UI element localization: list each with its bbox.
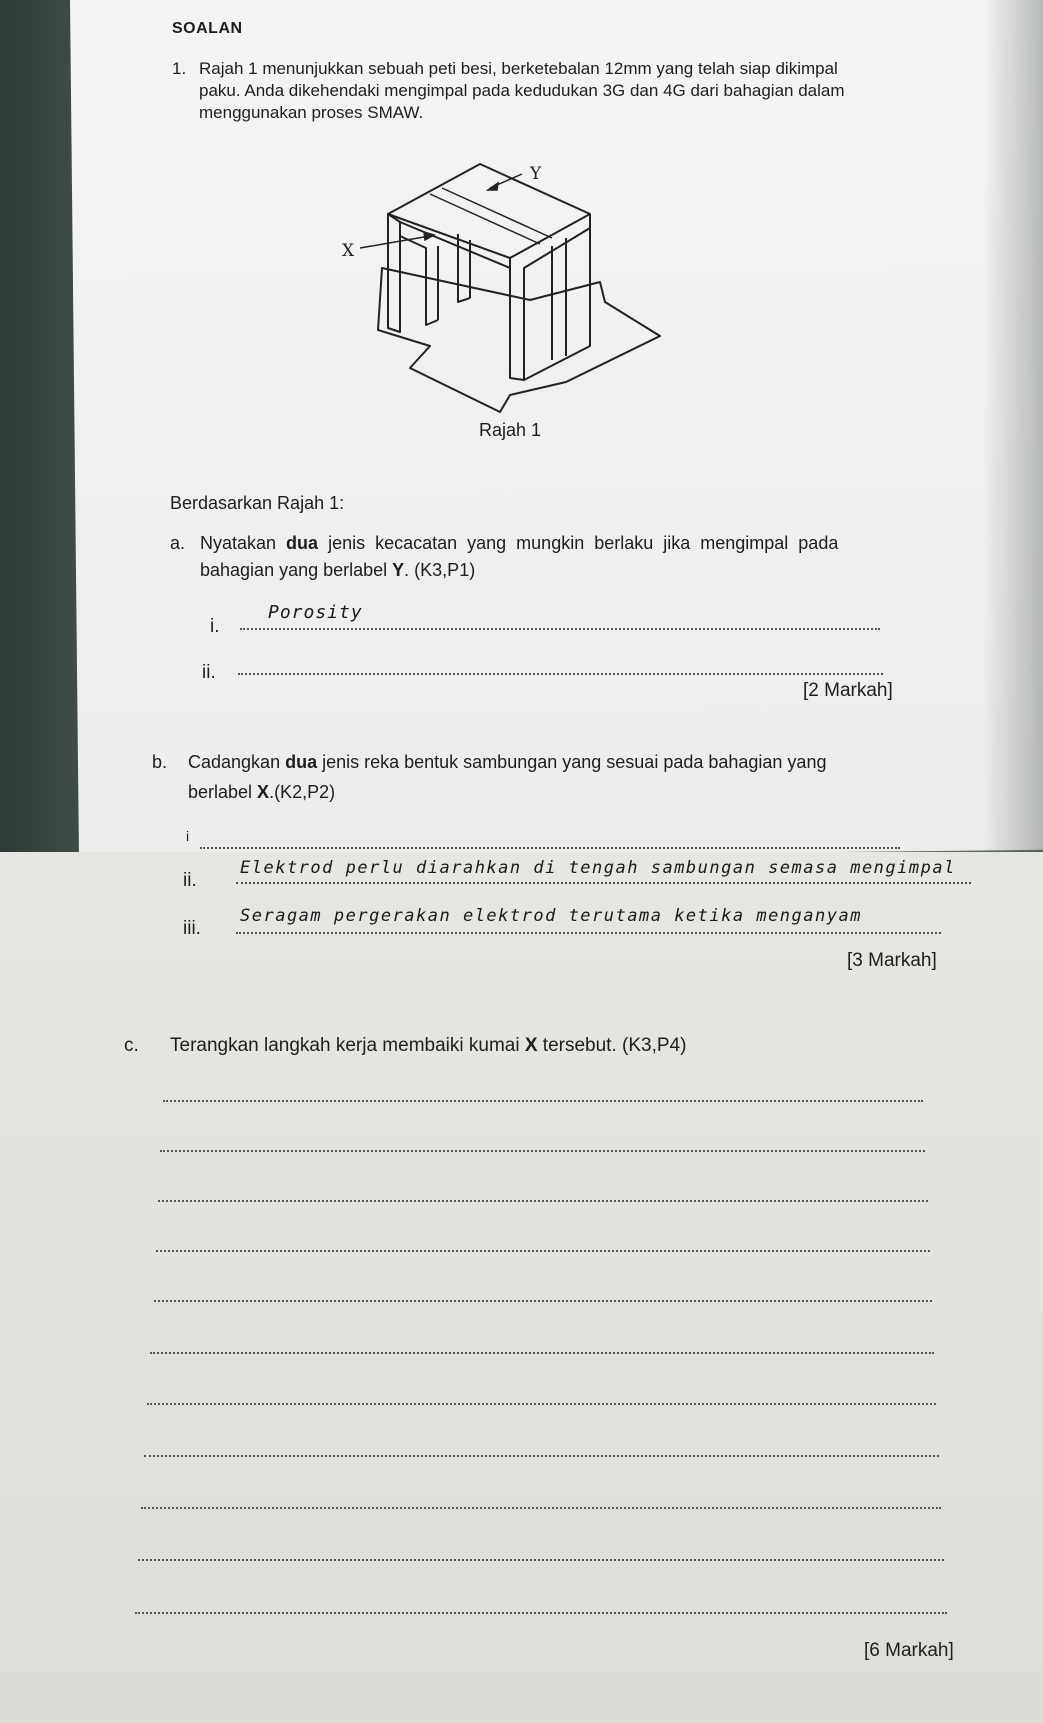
- question-1-line-3: menggunakan proses SMAW.: [199, 103, 424, 122]
- part-b-line-1: Cadangkan dua jenis reka bentuk sambungan yang sesuai pada bahagian yang: [188, 752, 827, 772]
- part-a-item-1-label: i.: [210, 616, 220, 637]
- answer-line[interactable]: [163, 1100, 923, 1102]
- part-b-item-3-label: iii.: [183, 918, 201, 939]
- part-b-marks: [3 Markah]: [847, 950, 937, 971]
- question-sheet-top: [70, 0, 1043, 860]
- part-b-item-1-label: i: [186, 828, 190, 844]
- answer-line[interactable]: [240, 628, 880, 630]
- part-b-item-2-label: ii.: [183, 870, 197, 891]
- part-b-line-2: berlabel X.(K2,P2): [188, 782, 336, 802]
- answer-line[interactable]: [236, 932, 941, 934]
- part-b-answer-2: Elektrod perlu diarahkan di tengah sambungan semasa mengimpal: [240, 858, 956, 878]
- answer-line[interactable]: [138, 1559, 944, 1561]
- part-c-marks: [6 Markah]: [864, 1640, 954, 1661]
- part-c-question: Terangkan langkah kerja membaiki kumai X tersebut. (K3,P4): [170, 1035, 687, 1056]
- section-title: SOALAN: [172, 20, 243, 37]
- label-x: X: [342, 241, 355, 261]
- label-y: Y: [530, 164, 542, 184]
- paper-shadow: [983, 0, 1043, 860]
- answer-line[interactable]: [135, 1612, 947, 1614]
- part-a-item-2-label: ii.: [202, 662, 216, 683]
- answer-line[interactable]: [141, 1507, 941, 1509]
- based-on-heading: Berdasarkan Rajah 1:: [170, 493, 345, 513]
- question-1-number: 1.: [172, 59, 187, 78]
- answer-line[interactable]: [158, 1200, 928, 1202]
- part-c-letter: c.: [124, 1035, 139, 1056]
- answer-line[interactable]: [150, 1352, 934, 1354]
- base-plate: [378, 268, 660, 412]
- question-sheet-bottom: [0, 852, 1043, 1723]
- question-1-line-2: paku. Anda dikehendaki mengimpal pada kedudukan 3G dan 4G dari bahagian dalam: [199, 81, 845, 100]
- answer-line[interactable]: [147, 1403, 936, 1405]
- part-b-answer-3: Seragam pergerakan elektrod terutama ketika menganyam: [240, 906, 862, 926]
- part-a-line-1: Nyatakan dua jenis kecacatan yang mungkin berlaku jika mengimpal pada: [200, 533, 839, 553]
- question-1-line-1: Rajah 1 menunjukkan sebuah peti besi, berketebalan 12mm yang telah siap dikimpal: [199, 59, 838, 78]
- part-a-line-2: bahagian yang berlabel Y. (K3,P1): [200, 560, 476, 580]
- answer-line[interactable]: [144, 1455, 939, 1457]
- part-b-letter: b.: [152, 752, 168, 772]
- answer-line[interactable]: [154, 1300, 932, 1302]
- figure-caption: Rajah 1: [479, 420, 542, 440]
- part-a-letter: a.: [170, 533, 186, 553]
- rajah-1-figure: [330, 150, 690, 420]
- answer-line[interactable]: [236, 882, 971, 884]
- answer-line[interactable]: [160, 1150, 925, 1152]
- answer-line[interactable]: [156, 1250, 930, 1252]
- part-a-marks: [2 Markah]: [803, 680, 893, 701]
- answer-line[interactable]: [238, 673, 883, 675]
- part-a-answer-1: Porosity: [268, 602, 363, 623]
- answer-line[interactable]: [200, 847, 900, 849]
